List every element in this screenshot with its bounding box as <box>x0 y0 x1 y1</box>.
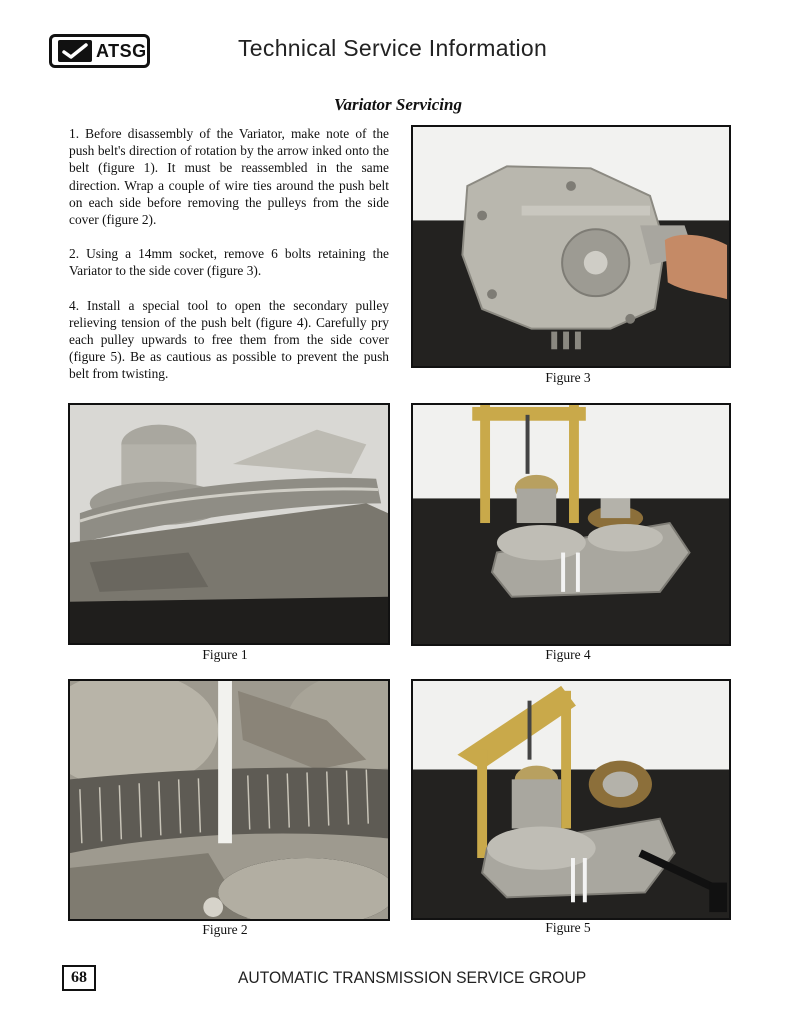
step-4-paragraph: 4. Install a special tool to open the secondary pulley relieving tension of the push belt (figure 4). Carefully pry each pulley upwards to free them from the side cover (figure 5). Be as cautious as possible to prevent the push belt from twisting. <box>69 297 389 382</box>
footer-organization: AUTOMATIC TRANSMISSION SERVICE GROUP <box>238 968 587 987</box>
checkmark-icon <box>58 40 92 62</box>
figure-3-photo <box>411 125 731 368</box>
figure-3-caption: Figure 3 <box>545 370 591 385</box>
figure-2-caption: Figure 2 <box>202 922 248 937</box>
figure-5-caption: Figure 5 <box>545 920 591 935</box>
atsg-logo <box>49 34 150 68</box>
figure-4-photo <box>411 403 731 646</box>
figure-4-caption: Figure 4 <box>545 647 591 662</box>
figure-1-photo <box>68 403 390 645</box>
step-2-paragraph: 2. Using a 14mm socket, remove 6 bolts retaining the Variator to the side cover (figure 3). <box>69 246 389 279</box>
instructions-text <box>69 125 389 400</box>
figure-5-photo <box>411 679 731 920</box>
figure-2-photo <box>68 679 390 921</box>
page-number: 68 <box>62 965 96 991</box>
page-header-title: Technical Service Information <box>238 35 548 61</box>
section-title: Variator Servicing <box>334 95 462 114</box>
logo-text: ATSG <box>96 40 147 61</box>
figure-1-caption: Figure 1 <box>202 647 248 662</box>
step-1-paragraph: 1. Before disassembly of the Variator, make note of the push belt's direction of rotation by the arrow inked onto the belt (figure 1). It must be reassembled in the same direction. Wrap a couple of wire ties around the push belt on each side before removing the pulleys from the side cover (figure 2). <box>69 126 389 228</box>
